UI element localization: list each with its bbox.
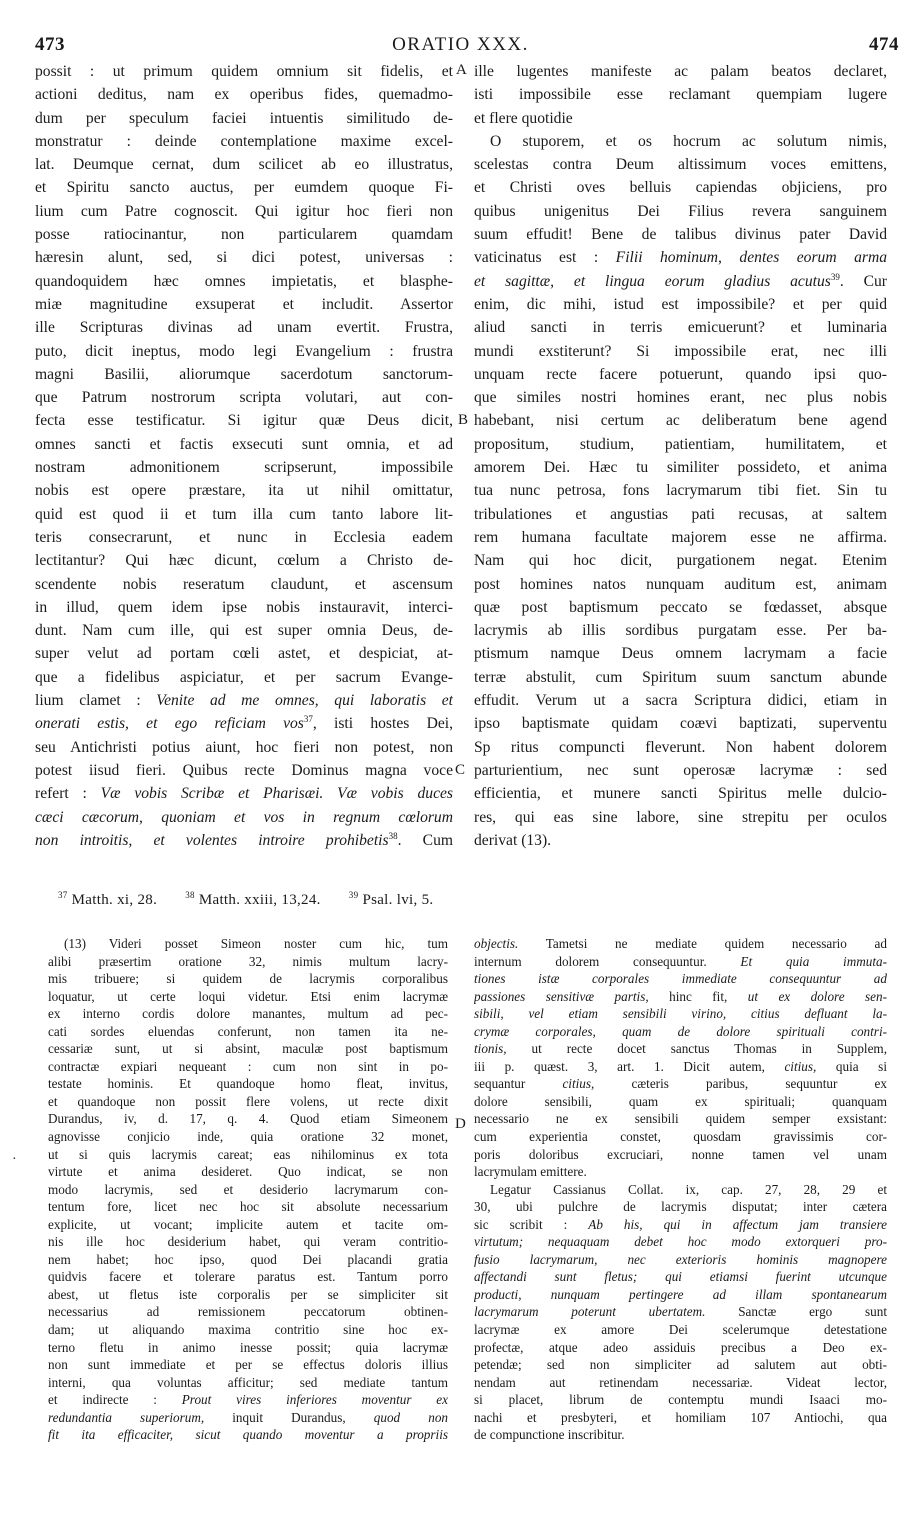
- text-line: tionis, ut recte docet sanctus Thomas in Supplem,: [474, 1041, 887, 1057]
- text-line: cum experientia constet, quosdam gravissimis cor-: [474, 1129, 887, 1145]
- text-line: unquam recte facere potuerunt, quando ipsi quo-: [474, 365, 887, 383]
- text-line: nobis est opere præstare, ita ut nihil omittatur,: [35, 482, 453, 500]
- main-column-left: [35, 60, 453, 852]
- text-line: aliud sancti in terris emicuerunt? et luminaria: [474, 319, 887, 337]
- text-line: dam; ut aliquando maxima contritio sine hoc ex-: [48, 1322, 448, 1338]
- text-line: rem humana facultate majorem esse ne affirma.: [474, 528, 887, 546]
- text-line: O stuporem, et os hocrum ac solutum nimis,: [490, 132, 887, 150]
- text-line: quibus unigenitus Dei Filius revera sanguinem: [474, 202, 887, 220]
- text-line: et quandoque non possit flere volens, ut recte dixit: [48, 1093, 448, 1109]
- text-line: terno fletu in animo inesse possit; quia lacrymæ: [48, 1339, 448, 1355]
- text-line: onerati estis, et ego reficiam vos$^{37}$, isti hostes Dei,: [35, 714, 453, 733]
- text-line: scelestas contra Deum altissimum voces emittens,: [474, 156, 887, 174]
- text-line: lacrymæ ex amore Dei scelerumque detestatione: [474, 1322, 887, 1338]
- text-line: isti impossibile esse reclamant quempiam lugere: [474, 86, 887, 104]
- text-line: nis ille hoc desiderium habet, qui veram contritio-: [48, 1234, 448, 1250]
- text-line: et sagittæ, et lingua eorum gladius acutus$^{39}$. Cur: [474, 271, 887, 290]
- text-line: lectitantur? Qui hæc dicunt, cœlum a Christo de-: [35, 552, 453, 570]
- text-line: lat. Deumque cernat, dum scilicet ab eo illustratus,: [35, 156, 453, 174]
- text-line: testate hominis. Et quandoque homo fleat, invitus,: [48, 1076, 448, 1092]
- text-line: super velut ad portam cœli astet, et despiciat, at-: [35, 645, 453, 663]
- text-line: non sunt immediate et per se effectus doloris illius: [48, 1357, 448, 1373]
- text-line: fit ita efficaciter, sicut quando moventur a propriis: [48, 1427, 448, 1443]
- text-line: dolore sensibili, quam ex spirituali; quanquam: [474, 1093, 887, 1109]
- text-line: et flere quotidie: [474, 109, 573, 127]
- text-line: internum dolorem consequuntur. Et quia immuta-: [474, 953, 887, 969]
- text-line: quid est quod ii et tum illa cum tanto labore lit-: [35, 505, 453, 523]
- text-line: 30, ubi pulchre de lacrymis disputat; inter cætera: [474, 1199, 887, 1215]
- text-line: tiones istæ corporales immediate consequuntur ad: [474, 971, 887, 987]
- text-line: ut si quis lacrymis careat; eas nihilominus ex tota: [48, 1146, 448, 1162]
- text-line: monstratur : deinde contemplatione maxime excel-: [35, 132, 453, 150]
- page-header: [0, 34, 921, 58]
- text-line: lacrymulam emittere.: [474, 1164, 587, 1180]
- column-marker-c: C: [455, 762, 466, 778]
- page-number-right: 474: [869, 34, 899, 55]
- text-line: mundi exstiterunt? Si impossibile erat, nec illi: [474, 342, 887, 360]
- text-line: fecta esse testificatur. Si igitur quæ Deus dicit,: [35, 412, 453, 430]
- text-line: magni Basilii, aliorumque sacerdotum sanctorum-: [35, 365, 453, 383]
- text-line: ptismum namque Deus omnem lacrymam a facie: [474, 645, 887, 663]
- text-line: virtute et anima desideret. Quo indicat, se non: [48, 1164, 448, 1180]
- text-line: habebant, nisi certum ac deliberatum bene agend: [474, 412, 887, 430]
- text-line: effudit. Verum ut a sacra Scriptura didici, etiam in: [474, 692, 887, 710]
- text-line: ex interno cordis dolore manantes, multum ad pec-: [48, 1006, 448, 1022]
- text-line: sic scribit : Ab his, qui in affectum jam transiere: [474, 1216, 887, 1232]
- text-line: interni, qua voluntas afficitur; sed mediate tantum: [48, 1374, 448, 1390]
- text-line: sibili, vel etiam sensibili virino, citius defluant la-: [474, 1006, 887, 1022]
- text-line: potest iisud fieri. Quibus recte Dominus magna voce: [35, 761, 453, 779]
- text-line: miæ magnitudine exsuperat et includit. Assertor: [35, 295, 453, 313]
- text-line: mis tribuere; si quidem de lacrymis corporalibus: [48, 971, 448, 987]
- text-line: tribulationes et angustias pati recusas, at saltem: [474, 505, 887, 523]
- text-line: ipso baptismate quidam coævi baptizati, superventu: [474, 715, 887, 733]
- text-line: affectandi sunt fletus; qui etiamsi fuerint utcunque: [474, 1269, 887, 1285]
- text-line: quæ post baptismum peccato se fœdasset, absque: [474, 598, 887, 616]
- text-line: sequantur citius, cæteris paribus, sequuntur ex: [474, 1076, 887, 1092]
- text-line: loquatur, ut certe loqui videtur. Etsi enim lacrymæ: [48, 988, 448, 1004]
- text-line: nem habet; hoc ipso, quod Dei placandi gratia: [48, 1251, 448, 1267]
- text-line: cessariæ sunt, ut si absint, maculæ post baptismum: [48, 1041, 448, 1057]
- text-line: petendæ; sed non simpliciter ad salutem aut obti-: [474, 1357, 887, 1373]
- ink-mark: ·: [12, 1152, 17, 1167]
- text-line: redundantia superiorum, inquit Durandus, quod non: [48, 1409, 448, 1425]
- text-line: lacrymis ab illis sordibus purgatam esse. Per ba-: [474, 622, 887, 640]
- text-line: res, qui eas sine labore, sine strepitu per oculos: [474, 808, 887, 826]
- text-line: quidvis facere et tolerare paratus est. Tantum porro: [48, 1269, 448, 1285]
- text-line: lacrymarum poterunt ubertatem. Sanctæ ergo sunt: [474, 1304, 887, 1320]
- text-line: producti, nunquam pertingere ad illam spontanearum: [474, 1286, 887, 1302]
- text-line: propositum, studium, patientiam, humilitatem, et: [474, 435, 887, 453]
- text-line: et indirecte : Prout vires inferiores moventur ex: [48, 1392, 448, 1408]
- main-column-right: [474, 60, 887, 852]
- text-line: nachi et presbyteri, et homiliam 107 Antiochi, qua: [474, 1409, 887, 1425]
- text-line: possit : ut primum quidem omnium sit fidelis, et: [35, 63, 453, 80]
- text-line: necessario ne ex sensibili quidem semper exsistant:: [474, 1111, 887, 1127]
- footnote-ref: 37: [303, 714, 313, 725]
- text-line: que Patrum nostrorum scripta volutari, aut con-: [35, 389, 453, 407]
- text-line: scendente nobis reseratum claudunt, et ascensum: [35, 575, 453, 593]
- text-line: nostram admonitionem scripserunt, impossibile: [35, 459, 453, 477]
- text-line: cati sordes eluendas conferunt, non tamen ita ne-: [48, 1023, 448, 1039]
- text-line: parturientium, nec sunt operosæ lacrymæ : sed: [474, 761, 887, 779]
- text-line: dum per speculum faciei intuentis similitudo de-: [35, 109, 453, 127]
- text-line: in illud, quem idem ipse nobis instauravit, interci-: [35, 598, 453, 616]
- text-line: posse ratiocinantur, non particularem quamdam: [35, 226, 453, 244]
- text-line: lium clamet : Venite ad me omnes, qui laboratis et: [35, 692, 453, 710]
- text-line: puto, dicit ineptus, modo legi Evangelium : frustra: [35, 342, 453, 360]
- text-line: nendam aut retinendam necessariæ. Videat lector,: [474, 1374, 887, 1390]
- text-line: lium cum Patre cognoscit. Qui igitur hoc fieri non: [35, 202, 453, 220]
- notes-column-right: [474, 935, 887, 1444]
- text-line: vaticinatus est : Filii hominum, dentes eorum arma: [474, 249, 887, 267]
- text-line: objectis. Tametsi ne mediate quidem necessario ad: [474, 936, 887, 951]
- text-line: post homines natos nunquam auditum est, animam: [474, 575, 887, 593]
- footnote-ref: 39: [830, 271, 840, 282]
- text-line: terræ abstulit, cum Spiritum suum sanctum abunde: [474, 668, 887, 686]
- text-line: et Christi oves belluis capiendas objiciens, pro: [474, 179, 887, 197]
- text-line: agnovisse conjicio inde, quia oratione 32 monet,: [48, 1129, 448, 1145]
- text-line: alibi præsertim oratione 32, nimis multum lacry-: [48, 953, 448, 969]
- page-number-left: 473: [35, 34, 65, 55]
- text-line: efficientia, et munere sancti Spiritus melle dulcio-: [474, 785, 887, 803]
- column-marker-a: A: [456, 62, 467, 78]
- footnote-ref: 38: [388, 830, 398, 841]
- text-line: virtutum; nequaquam debet hoc modo extorqueri pro-: [474, 1234, 887, 1250]
- text-line: que a fidelibus aspiciatur, et per sacrum Evange-: [35, 668, 453, 686]
- text-line: iii p. quæst. 3, art. 1. Dicit autem, citius, quia si: [474, 1058, 887, 1074]
- text-line: seu Antichristi potius aiunt, hoc fieri non potest, non: [35, 738, 453, 756]
- running-title: ORATIO XXX.: [392, 34, 529, 55]
- text-line: teris consecrarunt, et nunc in Ecclesia eadem: [35, 528, 453, 546]
- text-line: ille lugentes manifeste ac palam beatos declaret,: [474, 63, 887, 80]
- text-line: tua nunc petrosa, fons lacrymarum tibi fiet. Sin tu: [474, 482, 887, 500]
- column-marker-b: B: [458, 412, 469, 428]
- text-line: actioni deditus, nam ex operibus fides, quemadmo-: [35, 86, 453, 104]
- text-line: poris doloribus excruciari, nonne tamen vel unam: [474, 1146, 887, 1162]
- text-line: omnes sancti et factis exsecuti sunt omnia, et ad: [35, 435, 453, 453]
- text-line: explicite, ut vocant; implicite autem et tacite om-: [48, 1216, 448, 1232]
- text-line: et Spiritu sancto auctus, per eumdem quoque Fi-: [35, 179, 453, 197]
- text-line: ille Scripturas divinas ad unam evertit. Frustra,: [35, 319, 453, 337]
- text-line: Sp ritus compuncti fleverunt. Non habent dolorem: [474, 738, 887, 756]
- reference-item: $^{38}$ Matth. xxiii, 13,24.: [185, 890, 321, 908]
- text-line: profectæ, atque adeo assiduis precibus a Deo ex-: [474, 1339, 887, 1355]
- text-line: tentum fore, licet nec hoc sit absolute necessarium: [48, 1199, 448, 1215]
- text-line: modo lacrymis, sed et desiderio lacrymarum con-: [48, 1181, 448, 1197]
- text-line: Nam qui hoc dicit, purgationem negat. Etenim: [474, 552, 887, 570]
- text-line: enim, dic mihi, istud est impossibile? et per quid: [474, 295, 887, 313]
- reference-item: $^{39}$ Psal. lvi, 5.: [348, 890, 434, 908]
- text-line: hæresin alunt, sed, si dici potest, universas :: [35, 249, 453, 267]
- text-line: crymæ corporales, quam de dolore spirituali contri-: [474, 1023, 887, 1039]
- text-line: Durandus, iv, d. 17, q. 4. Quod etiam Simeonem: [48, 1111, 448, 1127]
- text-line: (13) Videri posset Simeon noster cum hic, tum: [64, 936, 448, 951]
- text-line: quandoquidem hæc omnes impietatis, et blasphe-: [35, 272, 453, 290]
- text-line: derivat (13).: [474, 831, 552, 849]
- text-line: Legatur Cassianus Collat. ix, cap. 27, 28, 29 et: [490, 1181, 887, 1197]
- text-line: passiones sensitivæ partis, hinc fit, ut ex dolore sen-: [474, 988, 887, 1004]
- text-line: non introitis, et volentes introire prohibetis$^{38}$. Cum: [35, 830, 453, 849]
- reference-item: $^{37}$ Matth. xi, 28.: [58, 890, 158, 908]
- notes-column-left: [48, 935, 448, 1444]
- column-marker-d: D: [455, 1116, 466, 1132]
- text-line: que similes nostri homines erant, nec plus nobis: [474, 389, 887, 407]
- text-line: abest, ut fletus iste corporalis per se simpliciter sit: [48, 1286, 448, 1302]
- text-line: de compunctione inscribitur.: [474, 1427, 625, 1443]
- text-line: si placet, librum de contemptu mundi Isaaci mo-: [474, 1392, 887, 1408]
- text-line: refert : Væ vobis Scribæ et Pharisæi. Væ vobis duces: [35, 785, 453, 803]
- text-line: suum effudit! Bene de talibus divinus pater David: [474, 226, 887, 244]
- text-line: necessarius ad remissionem peccatorum obtinen-: [48, 1304, 448, 1320]
- text-line: contractæ expiari nequeant : cum non sint in po-: [48, 1058, 448, 1074]
- text-line: cæci cæcorum, quoniam et vos in regnum cœlorum: [35, 808, 453, 826]
- text-line: dunt. Nam cum ille, qui est super omnia Deus, de-: [35, 622, 453, 640]
- text-line: amorem Dei. Hæc tu similiter possideto, et anima: [474, 459, 887, 477]
- scripture-references: [58, 892, 457, 909]
- text-line: fusio lacrymarum, nec exterioris hominis magnopere: [474, 1251, 887, 1267]
